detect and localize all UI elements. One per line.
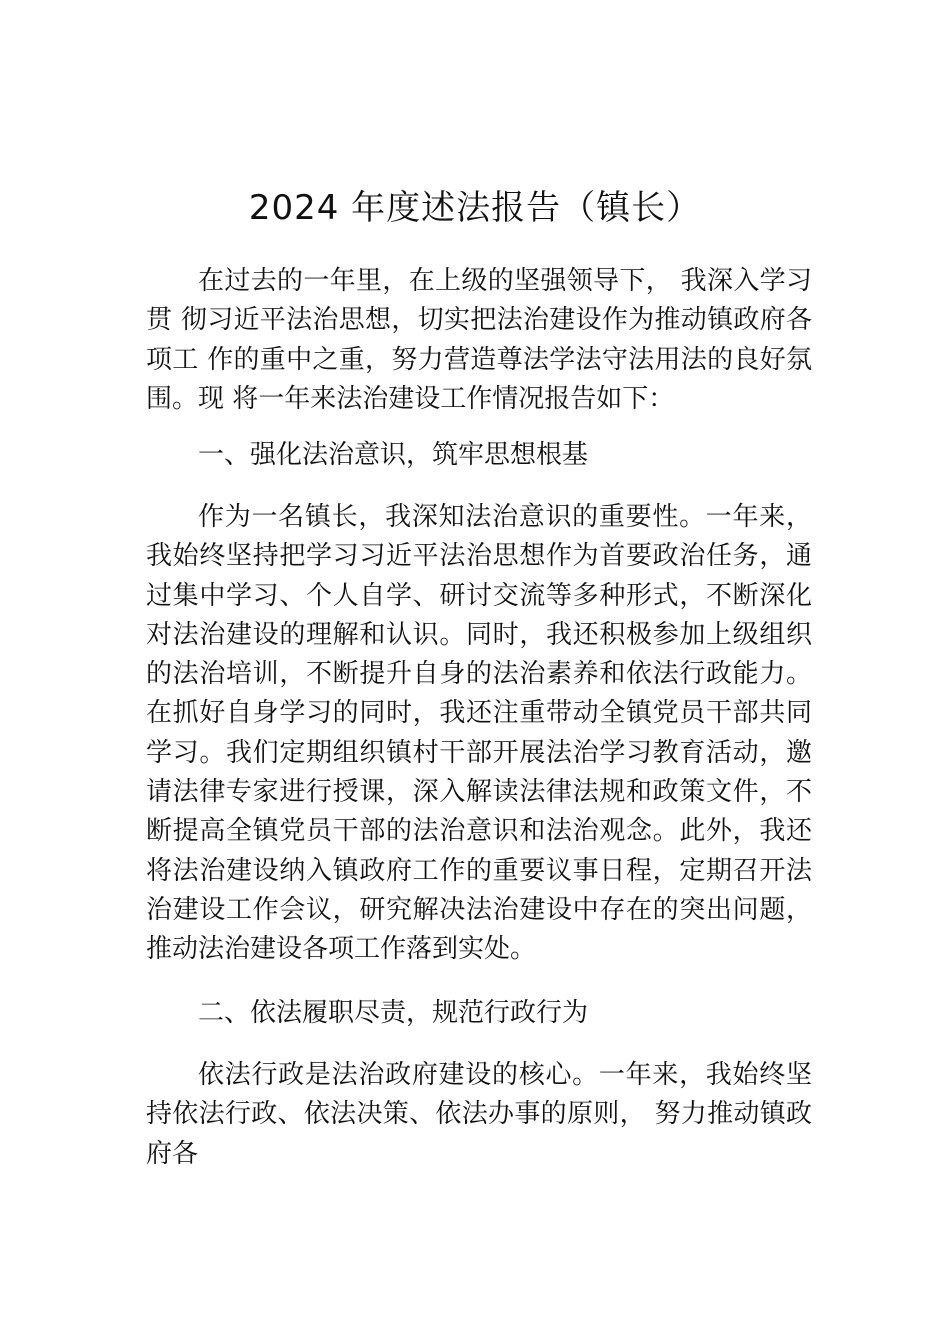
section-1-paragraph: 作为一名镇长，我深知法治意识的重要性。一年来，我始终坚持把学习习近平法治思想作为首要政治任务，通过集中学习、个人自学、研讨交流等多种形式，不断深化对法治建设的理解和认识。同时，我还积极参加上级组织的法治培训，不断提升自身的法治素养和依法行政能力。在抓好自身学习的同时，我还注重带动全镇党员干部共同学习。我们定期组织镇村干部开展法治学习教育活动，邀请法律专家进行授课，深入解读法律法规和政策文件，不断提高全镇党员干部的法治意识和法治观念。此外，我还将法治建设纳入镇政府工作的重要议事日程，定期召开法治建设工作会议，研究解决法治建设中存在的突出问题，推动法治建设各项工作落到实处。 — [146, 502, 812, 965]
section-heading-1: 一、强化法治意识，筑牢思想根基 — [198, 440, 589, 470]
intro-paragraph: 在过去的一年里，在上级的坚强领导下， 我深入学习贯 彻习近平法治思想，切实把法治建设作为推动镇政府各项工 作的重中之重，努力营造尊法学法守法用法的良好氛围。现 将一年来法治建设工作情况报告如下： — [146, 266, 812, 414]
document-title: 2024 年度述法报告（镇长） — [248, 188, 702, 228]
section-2-paragraph: 依法行政是法治政府建设的核心。一年来，我始终坚持依法行政、依法决策、依法办事的原则， 努力推动镇政府各 — [146, 1060, 812, 1169]
section-heading-2: 二、依法履职尽责，规范行政行为 — [198, 998, 589, 1028]
